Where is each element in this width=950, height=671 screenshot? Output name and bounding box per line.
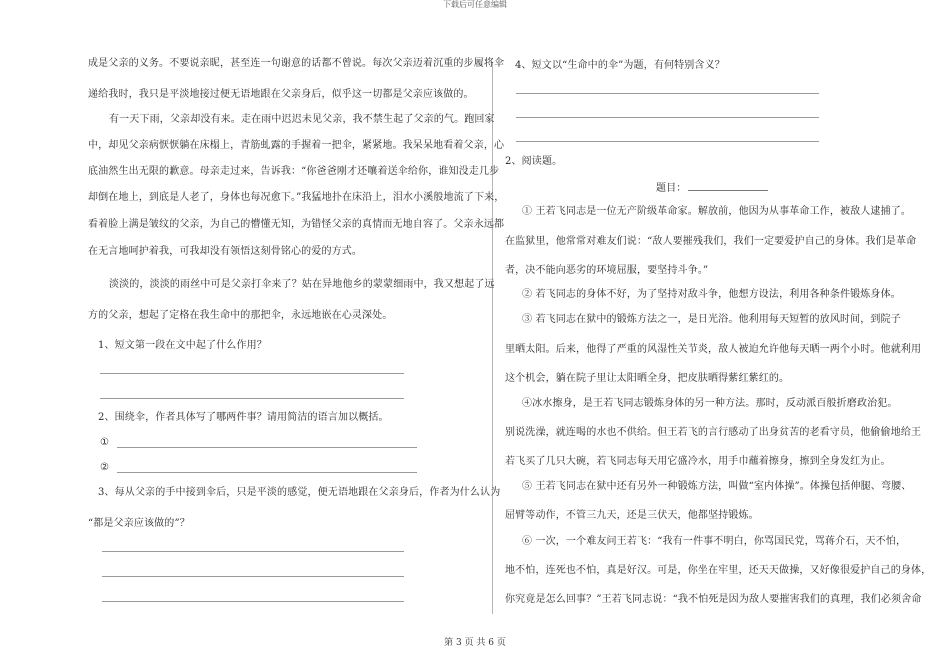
text-line: 看着脸上满是皱纹的父亲，为自己的懵懂无知，为错怪父亲的真情而无地自容了。父亲永远都: [88, 219, 505, 230]
text-line: 成是父亲的义务。不要说亲昵，甚至连一句谢意的话都不曾说。每次父亲迈着沉重的步履将伞: [88, 58, 505, 69]
text-line: ① 王若飞同志是一位无产阶级革命家。解放前，他因为从事革命工作，被敌人逮捕了。: [522, 206, 912, 217]
question-2: 2、围绕伞，作者具体写了哪两件事？请用简洁的语言加以概括。: [98, 412, 389, 423]
text-line: 递给我时，我只是平淡地接过便无语地跟在父亲身后，似乎这一切都是父亲应该做的。: [88, 89, 474, 100]
text-line: 别说洗澡，就连喝的水也不供给。但王若飞的言行感动了出身贫苦的老看守员，他偷偷地给王: [505, 427, 922, 438]
text-line: 有一天下雨，父亲却没有来。走在雨中迟迟未见父亲，我不禁生起了父亲的气。跑回家: [109, 114, 495, 125]
title-blank[interactable]: [688, 180, 768, 191]
text-line: 这个机会，躺在院子里让太阳晒全身，把皮肤晒得紫红紫红的。: [505, 373, 790, 384]
answer-line[interactable]: [516, 117, 819, 118]
text-line: 你究竟是怎么回事？”王若飞同志说：“我不怕死是因为敌人要摧害我们的真理，我们必须舍命: [505, 594, 922, 605]
answer-marker-1: ①: [100, 437, 110, 448]
answer-line[interactable]: [516, 141, 819, 142]
text-line: 淡淡的，淡淡的雨丝中可是父亲打伞来了？姑在异地他乡的蒙蒙细雨中，我又想起了远: [109, 279, 495, 290]
page-footer: 第 3 页 共 6 页: [444, 638, 506, 648]
answer-line[interactable]: [516, 93, 819, 94]
text-line: ③ 若飞同志在狱中的锻炼方法之一，是日光浴。他利用每天短暂的放风时间，到院子: [522, 314, 901, 325]
text-line: 在无言地呵护着我，可我却没有领悟这刻骨铭心的爱的方式。: [88, 246, 363, 257]
text-line: 屈臂等动作，不管三九天，还是三伏天，他都坚持锻炼。: [505, 510, 759, 521]
text-line: 里晒太阳。后来，他得了严重的风湿性关节炎，敌人被迫允许他每天晒一两个小时。他就利用: [505, 344, 922, 355]
answer-line[interactable]: [117, 472, 417, 473]
text-line: 在监狱里，他常常对难友们说：“敌人要摧残我们，我们一定要爱护自己的身体。我们是革命: [505, 236, 917, 247]
question-3: 3、每从父亲的手中接到伞后，只是平淡的感觉，便无语地跟在父亲身后，作者为什么认为: [98, 487, 501, 498]
text-line: ⑥ 一次，一个难友问王若飞：“我有一件事不明白，你骂国民党，骂蒋介石，天不怕，: [522, 536, 907, 547]
question-1: 1、短文第一段在文中起了什么作用？: [98, 340, 267, 351]
answer-line[interactable]: [100, 373, 404, 374]
question-4: 4、短文以“生命中的伞”为题，有何特别含义？: [515, 60, 725, 71]
answer-line[interactable]: [100, 398, 404, 399]
text-line: ② 若飞同志的身体不好，为了坚持对敌斗争，他想方设法，利用各种条件锻炼身体。: [522, 289, 901, 300]
passage-title: [656, 180, 768, 196]
text-line: 中，却见父亲病恹恹躺在床榻上，青筋虬露的手握着一把伞，紧紧地。我呆呆地看着父亲，心: [88, 140, 505, 151]
page-header: 下载后可任意编辑: [443, 0, 507, 9]
section-heading: 2、阅读题。: [505, 156, 563, 167]
answer-line[interactable]: [102, 601, 404, 602]
text-line: 若飞买了几只大碗，若飞同志每天用它盛冷水，用手巾蘸着擦身，擦到全身发红为止。: [505, 456, 891, 467]
title-label: 题目：: [656, 183, 687, 194]
text-line: 地不怕，连死也不怕，真是好汉。可是，你坐在牢里，还天天做操，又好像很爱护自己的身体，: [505, 565, 932, 576]
text-line: 方的父亲，想起了定格在我生命中的那把伞，永远地嵌在心灵深处。: [88, 310, 393, 321]
text-line: 底油然生出无限的歉意。母亲走过来，告诉我：“你爸爸刚才还嚷着送伞给你，谁知没走几步: [88, 166, 500, 177]
text-line: ④冰水擦身，是王若飞同志锻炼身体的另一种方法。那时，反动派百般折磨政治犯。: [522, 398, 898, 409]
text-line: 却倒在地上，到底是人老了，身体也每况愈下。”我猛地扑在床沿上，泪水小溪般地流了下来，: [88, 192, 505, 203]
text-line: ⑤ 王若飞同志在狱中还有另外一种锻炼方法，叫做“室内体操”。体操包括伸腿、弯腰、: [522, 481, 912, 492]
answer-line[interactable]: [102, 576, 404, 577]
question-3-cont: “都是父亲应该做的”？: [88, 518, 190, 529]
text-line: 者，决不能向恶劣的环境屈服，要坚持斗争。”: [505, 265, 709, 276]
answer-marker-2: ②: [100, 462, 110, 473]
answer-line[interactable]: [117, 447, 417, 448]
answer-line[interactable]: [102, 551, 404, 552]
